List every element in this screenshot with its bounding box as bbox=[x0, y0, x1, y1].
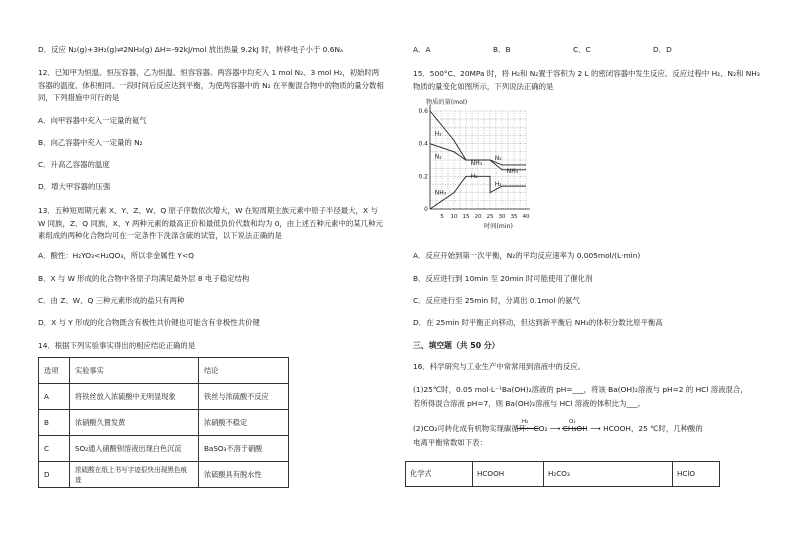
q14-option-c: C．C bbox=[573, 45, 591, 54]
x-tick-label: 40 bbox=[522, 214, 530, 220]
section-title: 三、填空题（共 50 分） bbox=[413, 341, 500, 350]
q16-part1-line1: (1)25℃时，0.05 mol·L⁻¹Ba(OH)₂溶液的 pH=___，将该 Ba(OH)₂溶液与 pH=2 的 HCl 溶液混合， bbox=[413, 385, 748, 394]
q15-option-b: B．反应进行到 10min 至 20min 时可能使用了催化剂 bbox=[413, 274, 593, 283]
table-row bbox=[39, 462, 289, 488]
y-tick-label: 0.4 bbox=[418, 140, 428, 148]
table-header-cell: 选项 bbox=[39, 358, 70, 384]
table-cell: 浓硝酸久置发黄 bbox=[70, 410, 199, 436]
q16-part2-line1: (2)CO₂可转化成有机物实现碳循环：CO₂ ⟶ CH₃OH ⟶ HCOOH，25 ℃时，几种酸的 bbox=[413, 424, 703, 433]
x-tick-label: 35 bbox=[510, 214, 518, 220]
table-cell: 浓硫酸在纸上书写字迹很快出现黑色痕迹 bbox=[70, 462, 199, 488]
series-label: N₂ bbox=[494, 155, 502, 162]
series-label: H₂ bbox=[494, 181, 502, 189]
table-row bbox=[406, 462, 720, 487]
q15-option-d: D．在 25min 时平衡正向移动，但达到新平衡后 NH₃的体积分数比原平衡高 bbox=[413, 318, 663, 327]
table-header-cell: 化学式 bbox=[406, 462, 473, 487]
series-label: NH₃ bbox=[470, 159, 483, 167]
q15-option-c: C．反应进行至 25min 时，分离出 0.1mol 的氨气 bbox=[413, 296, 580, 305]
q14-option-d: D．D bbox=[653, 45, 672, 54]
q12-option-d: D．增大甲容器的压强 bbox=[38, 182, 111, 191]
acid-table bbox=[405, 461, 720, 487]
table-row bbox=[39, 358, 289, 384]
q13-stem: 13．五种短周期元素 X、Y、Z、W、Q 原子序数依次增大，W 在短周期主族元素中原子半径最大，X 与 W 同族，Z、Q 同族，X、Y 两种元素的最高正价和最低负价代数和均为 0，由上述五种元素中的某几种元素组成的两种化合物均可在一定条件下洗涤含硫的试管，以下说法正确的是 bbox=[38, 206, 383, 240]
q14-option-a: A．A bbox=[413, 45, 431, 54]
x-tick-label: 25 bbox=[486, 214, 494, 220]
table-cell: C bbox=[39, 436, 70, 462]
y-tick-label: 0.2 bbox=[418, 173, 428, 181]
q11-option-d: D．反应 N₂(g)+3H₂(g)⇌2NH₃(g) ΔH=-92kJ/mol 放出热量 9.2kJ 时，转移电子小于 0.6Nₐ bbox=[38, 45, 343, 54]
table-cell: 浓硝酸不稳定 bbox=[199, 410, 289, 436]
table-header-cell: HClO bbox=[673, 462, 720, 487]
q16-stem: 16．科学研究与工业生产中常常用到溶液中的反应。 bbox=[413, 362, 586, 371]
q16-part1-line2: 若所得混合溶液 pH=7，则 Ba(OH)₂溶液与 HCl 溶液的体积比为___。 bbox=[413, 399, 645, 408]
arrow-1 bbox=[517, 428, 539, 429]
q14-option-b: B．B bbox=[493, 45, 511, 54]
table-header-cell: 实验事实 bbox=[70, 358, 199, 384]
x-tick-label: 20 bbox=[474, 214, 482, 220]
q15-option-a: A．反应开始到第一次平衡，N₂的平均反应速率为 0.005mol/(L·min) bbox=[413, 251, 641, 260]
table-header-cell: 结论 bbox=[199, 358, 289, 384]
q12-stem: 12．已知甲为恒温、恒压容器，乙为恒温、恒容容器。两容器中均充入 1 mol N₂、3 mol H₂，初始时两容器的温度、体积相同。一段时间后反应达到平衡，为使两容器中的 N₂ 在平衡混合物中的物质的量分数相同，下列措施中可行的是 bbox=[38, 68, 384, 102]
table-cell: SO₂通入硝酸钡溶液出现白色沉淀 bbox=[70, 436, 199, 462]
q12-option-c: C．升高乙容器的温度 bbox=[38, 160, 110, 169]
table-row bbox=[39, 384, 289, 410]
table-cell: B bbox=[39, 410, 70, 436]
y-tick-label: 0.6 bbox=[418, 108, 428, 115]
q15-chart bbox=[416, 95, 566, 245]
q12-option-a: A．向甲容器中充入一定量的氦气 bbox=[38, 116, 147, 125]
series-label: NH₃ bbox=[506, 168, 519, 176]
arrow-2 bbox=[562, 428, 586, 429]
series-label: H₂ bbox=[470, 172, 478, 180]
table-row bbox=[39, 410, 289, 436]
q13-option-d: D．X 与 Y 形成的化合物既含有极性共价键也可能含有非极性共价键 bbox=[38, 318, 260, 327]
table-header-cell: H₂CO₃ bbox=[544, 462, 673, 487]
q13-option-c: C．由 Z、W、Q 三种元素形成的盐只有两种 bbox=[38, 296, 185, 305]
x-tick-label: 15 bbox=[462, 214, 470, 220]
x-tick-label: 10 bbox=[450, 214, 458, 220]
table-header-cell: HCOOH bbox=[473, 462, 544, 487]
table-row bbox=[39, 436, 289, 462]
arrow-label-h2: H₂ bbox=[522, 419, 529, 425]
table-cell: 将铁丝放入浓硫酸中无明显现象 bbox=[70, 384, 199, 410]
q14-table bbox=[38, 357, 289, 488]
q16-part2-line2: 电离平衡常数如下表： bbox=[413, 438, 487, 447]
table-cell: BaSO₃不溶于硝酸 bbox=[199, 436, 289, 462]
series-label: N₂ bbox=[434, 153, 442, 161]
arrow-label-o2: O₂ bbox=[569, 419, 576, 425]
table-cell: A bbox=[39, 384, 70, 410]
table-cell: 浓硫酸具有脱水性 bbox=[199, 462, 289, 488]
series-label: NH₃ bbox=[434, 189, 447, 197]
y-axis-label: 物质的量(mol) bbox=[426, 99, 468, 106]
x-tick-label: 30 bbox=[498, 214, 506, 220]
q12-option-b: B．向乙容器中充入一定量的 N₂ bbox=[38, 138, 143, 147]
table-cell: 铁丝与浓硫酸不反应 bbox=[199, 384, 289, 410]
q15-stem: 15．500°C、20MPa 时，将 H₂和 N₂置于容积为 2 L 的密闭容器中发生反应。反应过程中 H₂、N₂和 NH₃物质的量变化如图所示，下列说法正确的是 bbox=[413, 69, 760, 91]
x-tick-label: 5 bbox=[440, 214, 444, 220]
x-axis-label: 时间(min) bbox=[484, 223, 513, 230]
q13-option-a: A．酸性：H₂YO₃<H₂QO₃，所以非金属性 Y<Q bbox=[38, 251, 194, 260]
q13-option-b: B．X 与 W 形成的化合物中各原子均满足最外层 8 电子稳定结构 bbox=[38, 274, 250, 283]
table-cell: D bbox=[39, 462, 70, 488]
series-label: H₂ bbox=[434, 130, 442, 138]
q14-stem: 14．根据下列实验事实得出的相应结论正确的是 bbox=[38, 341, 196, 350]
y-tick-label: 0 bbox=[424, 206, 428, 213]
